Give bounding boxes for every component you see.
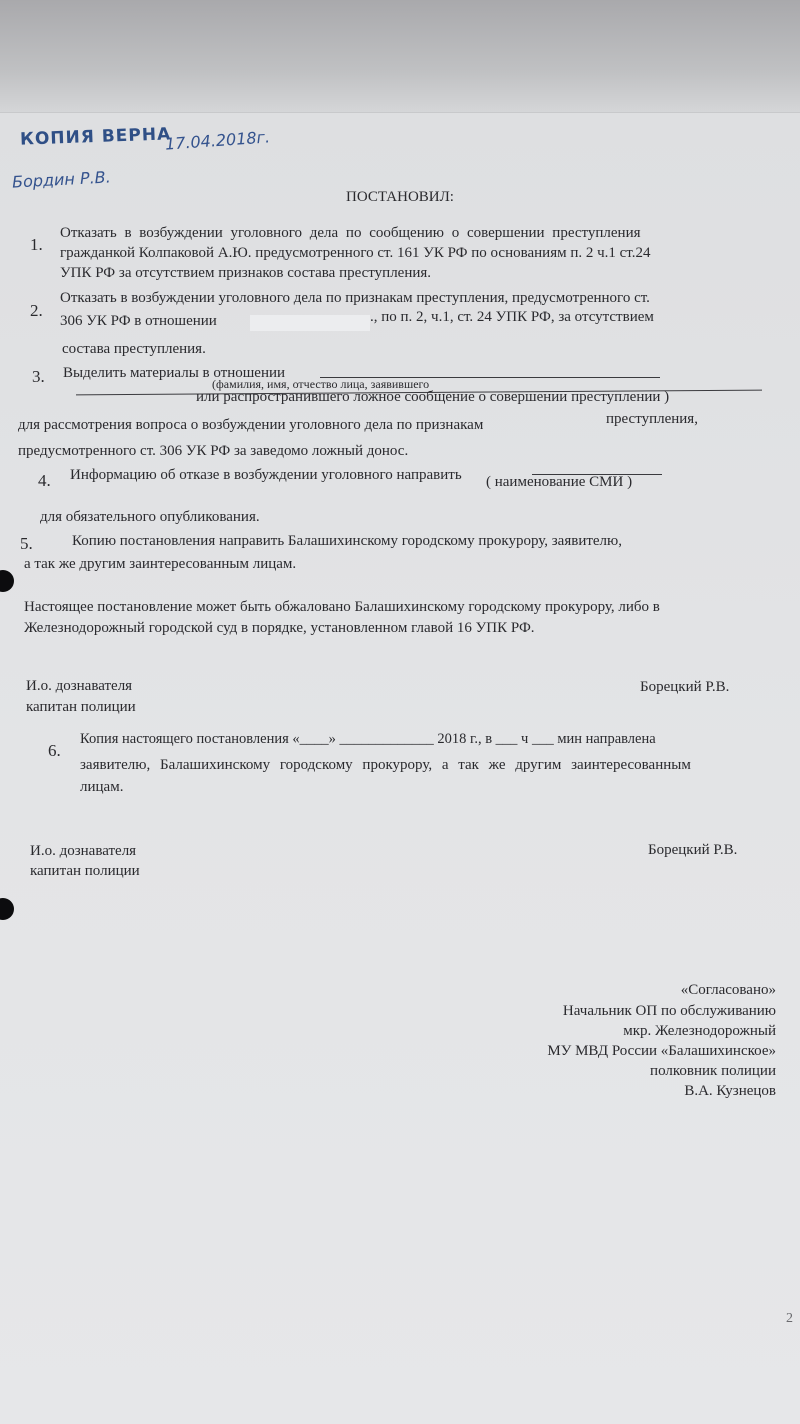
item-5-line-2: а так же другим заинтересованным лицам. — [24, 556, 297, 572]
handwritten-signature: Бордин Р.В. — [11, 167, 112, 192]
item-2-line-3: состава преступления. — [62, 341, 206, 357]
item-4-line-1: Информацию об отказе в возбуждении уголовного направить — [70, 467, 462, 483]
item-3-line-3b: преступления, — [606, 411, 698, 427]
approval-line-1: «Согласовано» — [680, 982, 776, 998]
item-number-3: 3. — [32, 367, 45, 386]
copy-verified-stamp: КОПИЯ ВЕРНА — [19, 124, 172, 150]
item-3-line-3a: для рассмотрения вопроса о возбуждении уголовного дела по признакам — [18, 417, 484, 433]
item-3-line-1: Выделить материалы в отношении — [63, 365, 286, 381]
approval-line-2: Начальник ОП по обслуживанию — [562, 1003, 776, 1019]
item-number-4: 4. — [38, 471, 51, 490]
item-3-line-2: или распространившего ложное сообщение о совершении преступлении ) — [196, 389, 670, 405]
item-number-2: 2. — [30, 301, 43, 320]
item-6-line-1: Копия настоящего постановления «____» _____________ 2018 г., в ___ ч ___ мин направлена — [80, 731, 656, 747]
item-2-line-1: Отказать в возбуждении уголовного дела по признакам преступления, предусмотренного ст. — [60, 290, 650, 306]
approval-line-5: полковник полиции — [650, 1063, 776, 1079]
page-title: ПОСТАНОВИЛ: — [346, 189, 454, 205]
item-number-5: 5. — [20, 534, 33, 553]
item-6-line-2: заявителю, Балашихинскому городскому прокурору, а так же другим заинтересованным — [80, 757, 691, 773]
top-shadow — [0, 0, 800, 120]
item-number-6: 6. — [48, 741, 61, 760]
item-1-line-2: гражданкой Колпаковой А.Ю. предусмотренного ст. 161 УК РФ по основаниям п. 2 ч.1 ст.24 — [60, 245, 651, 261]
item-3-line-4: предусмотренного ст. 306 УК РФ за заведомо ложный донос. — [18, 443, 409, 459]
media-hint-label: ( наименование СМИ ) — [486, 474, 633, 490]
item-1-line-3: УПК РФ за отсутствием признаков состава преступления. — [60, 265, 432, 281]
approval-line-3: мкр. Железнодорожный — [623, 1023, 776, 1039]
item-2-line-2a: 306 УК РФ в отношении — [60, 313, 217, 329]
name-hint-label: (фамилия, имя, отчество лица, заявившего — [212, 377, 430, 391]
appeal-line-1: Настоящее постановление может быть обжаловано Балашихинскому городскому прокурору, либо в — [24, 599, 660, 615]
item-5-line-1: Копию постановления направить Балашихинскому городскому прокурору, заявителю, — [72, 533, 622, 549]
handwritten-date: 17.04.2018г. — [164, 127, 271, 154]
signature-1-name: Борецкий Р.В. — [640, 679, 730, 695]
item-6-line-3: лицам. — [80, 779, 124, 795]
signature-2-name: Борецкий Р.В. — [648, 842, 738, 858]
signature-1-rank: капитан полиции — [26, 699, 136, 715]
signature-2-rank: капитан полиции — [30, 863, 140, 879]
approval-line-4: МУ МВД России «Балашихинское» — [547, 1043, 776, 1059]
signature-2-role: И.о. дознавателя — [30, 843, 137, 859]
item-4-line-2: для обязательного опубликования. — [40, 509, 260, 525]
item-2-line-2b: ., по п. 2, ч.1, ст. 24 УПК РФ, за отсутствием — [370, 309, 654, 325]
item-1-line-1: Отказать в возбуждении уголовного дела по сообщению о совершении преступления — [60, 225, 641, 241]
signature-1-role: И.о. дознавателя — [26, 678, 133, 694]
item-number-1: 1. — [30, 235, 43, 254]
approval-line-6: В.А. Кузнецов — [684, 1083, 776, 1099]
redacted-name — [250, 315, 370, 331]
page-number: 2 — [786, 1311, 793, 1326]
appeal-line-2: Железнодорожный городской суд в порядке, установленном главой 16 УПК РФ. — [24, 620, 535, 636]
